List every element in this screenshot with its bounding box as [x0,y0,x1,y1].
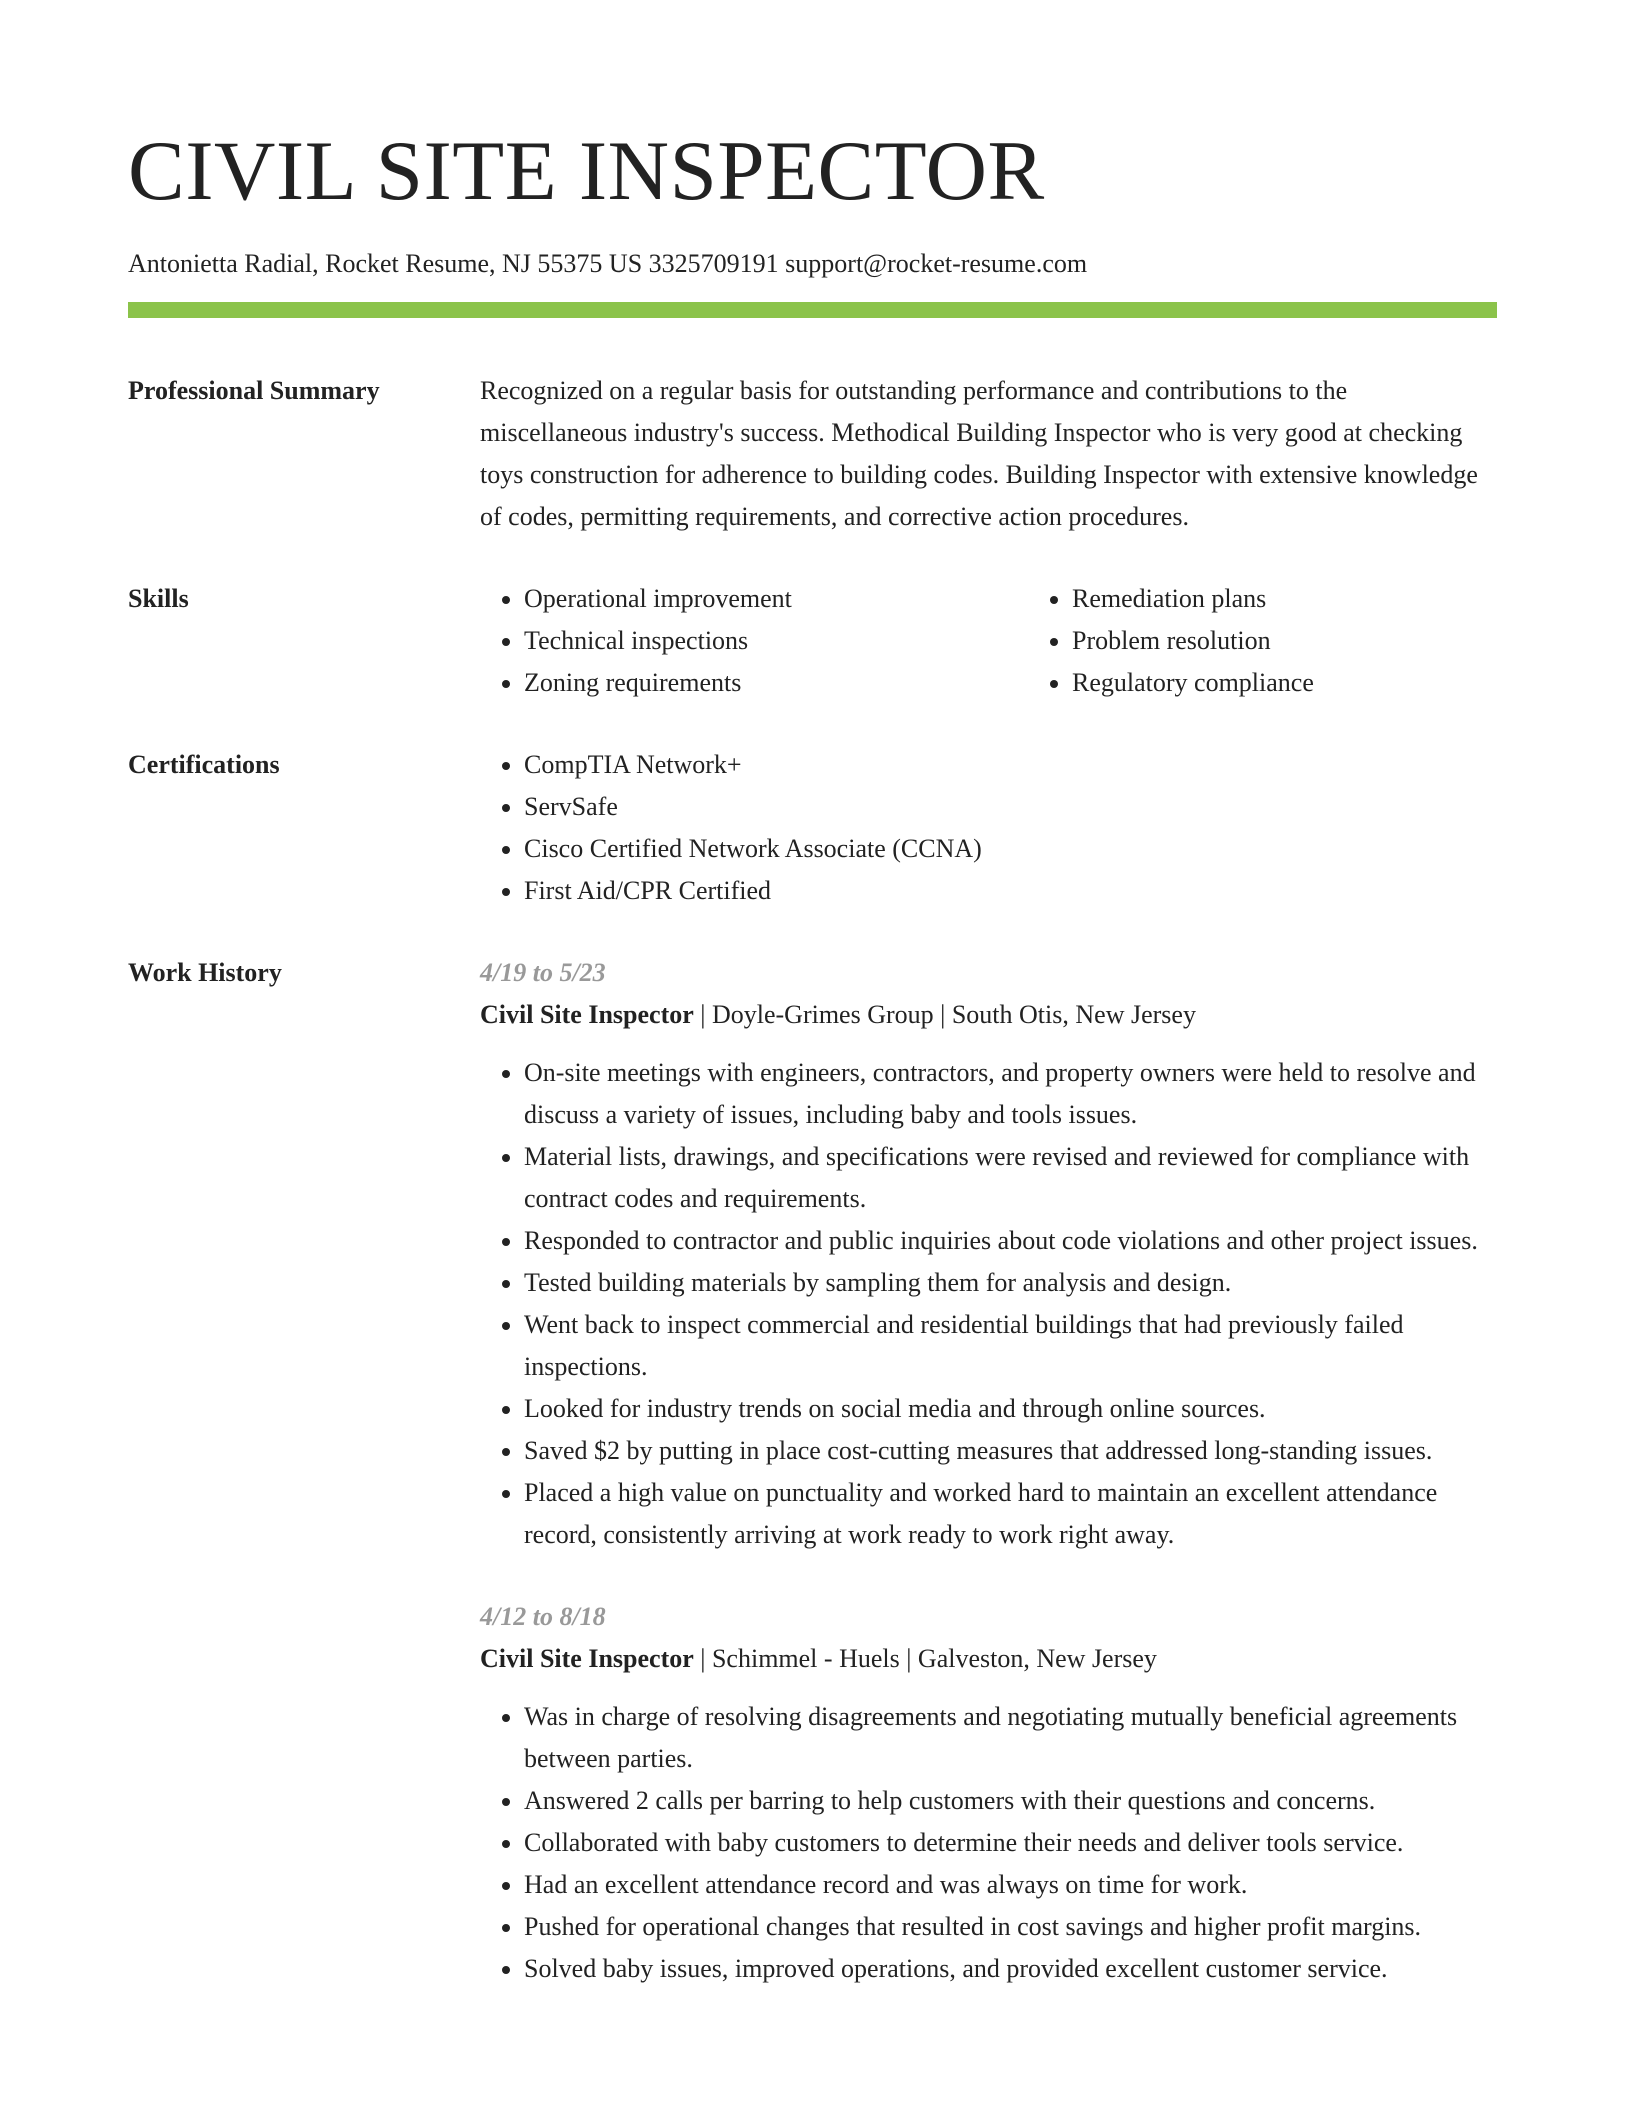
skill-item: • Technical inspections [524,620,1028,662]
certification-item: • ServSafe [524,786,1497,828]
summary-section [128,370,1497,538]
job-bullet: • Had an excellent attendance record and was always on time for work. [524,1864,1497,1906]
job-bullet: • Pushed for operational changes that resulted in cost savings and higher profit margins. [524,1906,1497,1948]
certifications-list [480,744,1497,912]
job-dates: 4/12 to 8/18 [480,1602,606,1631]
job-bullet: • Material lists, drawings, and specifications were revised and reviewed for compliance with contract codes and requirements. [524,1136,1497,1220]
job-bullet: • Looked for industry trends on social media and through online sources. [524,1388,1497,1430]
work-history-section [128,952,1497,2030]
job-dates: 4/19 to 5/23 [480,958,606,987]
skill-item: • Problem resolution [1072,620,1314,662]
contact-address: Antonietta Radial, Rocket Resume, NJ 55375 US [128,249,643,278]
contact-email: support@rocket-resume.com [785,249,1088,278]
skill-item: • Regulatory compliance [1072,662,1314,704]
job-entry [480,1596,1497,1990]
resume-title: CIVIL SITE INSPECTOR [128,124,1045,218]
contact-phone: 3325709191 [648,249,779,278]
job-entry [480,952,1497,1556]
section-label-work-history: Work History [128,958,282,987]
job-bullet: • On-site meetings with engineers, contractors, and property owners were held to resolve and discuss a variety of issues, including baby and tools issues. [524,1052,1497,1136]
certification-item: • CompTIA Network+ [524,744,1497,786]
job-bullet: • Answered 2 calls per barring to help customers with their questions and concerns. [524,1780,1497,1822]
job-title: Civil Site Inspector [480,1000,694,1029]
accent-divider [128,302,1497,318]
job-title: Civil Site Inspector [480,1644,694,1673]
certification-item: • First Aid/CPR Certified [524,870,1497,912]
job-header [480,1638,1497,1680]
skill-item: • Remediation plans [1072,578,1314,620]
skills-list-left [480,578,1028,704]
job-bullet: • Responded to contractor and public inquiries about code violations and other project issues. [524,1220,1497,1262]
section-label-skills: Skills [128,584,189,613]
skills-section [128,578,1497,704]
skills-list-right [1028,578,1314,704]
job-bullet-list [480,1696,1497,1990]
job-bullet: • Tested building materials by sampling them for analysis and design. [524,1262,1497,1304]
skill-item: • Zoning requirements [524,662,1028,704]
skill-item: • Operational improvement [524,578,1028,620]
job-bullet: • Was in charge of resolving disagreements and negotiating mutually beneficial agreements between parties. [524,1696,1497,1780]
job-bullet-list [480,1052,1497,1556]
section-label-summary: Professional Summary [128,376,380,405]
contact-line [128,248,1497,280]
job-details: | Doyle-Grimes Group | South Otis, New Jersey [693,1000,1196,1029]
job-bullet: • Solved baby issues, improved operations, and provided excellent customer service. [524,1948,1497,1990]
job-bullet: • Placed a high value on punctuality and worked hard to maintain an excellent attendance record, consistently arriving at work ready to work right away. [524,1472,1497,1556]
job-bullet: • Went back to inspect commercial and residential buildings that had previously failed inspections. [524,1304,1497,1388]
certification-item: • Cisco Certified Network Associate (CCNA) [524,828,1497,870]
summary-text: Recognized on a regular basis for outstanding performance and contributions to the miscellaneous industry's success. Methodical Building Inspector who is very good at checking toys construction for adherence to building codes. Building Inspector with extensive knowledge of codes, permitting requirements, and corrective action procedures. [480,376,1478,531]
certifications-section [128,744,1497,912]
job-bullet: • Saved $2 by putting in place cost-cutting measures that addressed long-standing issues. [524,1430,1497,1472]
section-label-certifications: Certifications [128,750,280,779]
job-details: | Schimmel - Huels | Galveston, New Jersey [693,1644,1157,1673]
job-header [480,994,1497,1036]
job-bullet: • Collaborated with baby customers to determine their needs and deliver tools service. [524,1822,1497,1864]
